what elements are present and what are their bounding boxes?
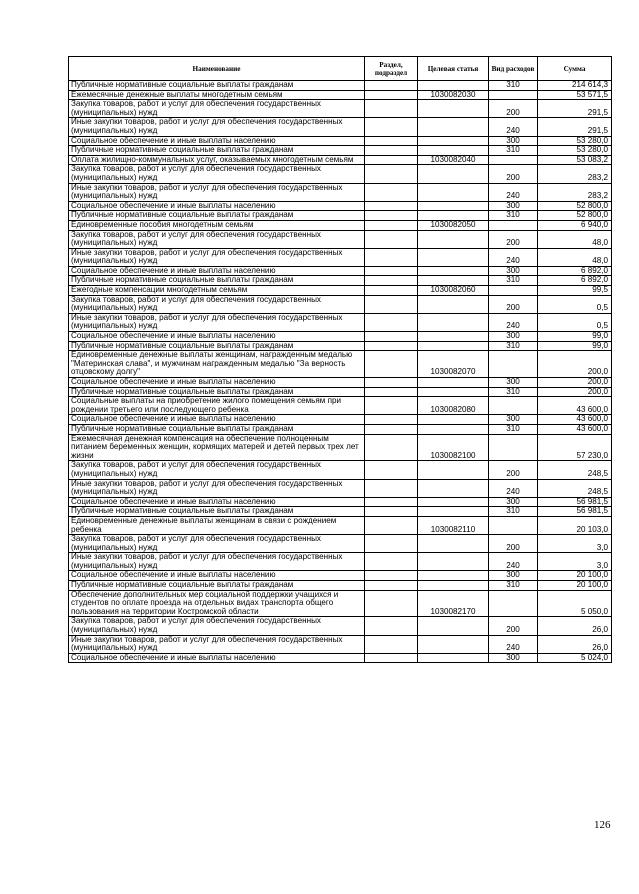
cell-name: Социальное обеспечение и иные выплаты населению — [69, 201, 365, 211]
cell-target — [418, 497, 489, 507]
table-row — [69, 553, 612, 571]
cell-target — [418, 295, 489, 313]
cell-target — [418, 276, 489, 286]
table-row — [69, 617, 612, 635]
cell-section — [365, 415, 418, 425]
cell-name: Публичные нормативные социальные выплаты гражданам — [69, 507, 365, 517]
page-number: 126 — [594, 819, 611, 831]
cell-sum: 291,5 — [538, 100, 612, 118]
cell-section — [365, 136, 418, 146]
cell-sum: 20 100,0 — [538, 581, 612, 591]
cell-kind: 310 — [489, 146, 538, 156]
cell-kind — [489, 286, 538, 296]
table-row — [69, 341, 612, 351]
cell-kind: 200 — [489, 295, 538, 313]
table-row — [69, 146, 612, 156]
cell-target — [418, 183, 489, 201]
cell-section — [365, 211, 418, 221]
cell-name: Публичные нормативные социальные выплаты гражданам — [69, 211, 365, 221]
cell-section — [365, 387, 418, 397]
cell-target: 1030082040 — [418, 155, 489, 165]
cell-target: 1030082080 — [418, 397, 489, 415]
cell-section — [365, 553, 418, 571]
cell-sum: 6 940,0 — [538, 220, 612, 230]
cell-sum: 200,0 — [538, 351, 612, 378]
cell-section — [365, 535, 418, 553]
cell-section — [365, 351, 418, 378]
cell-sum: 3,0 — [538, 553, 612, 571]
cell-sum: 200,0 — [538, 378, 612, 388]
cell-kind: 310 — [489, 341, 538, 351]
cell-sum: 26,0 — [538, 617, 612, 635]
cell-name: Социальное обеспечение и иные выплаты населению — [69, 571, 365, 581]
cell-sum: 291,5 — [538, 118, 612, 136]
cell-target — [418, 201, 489, 211]
cell-kind: 300 — [489, 136, 538, 146]
cell-target — [418, 617, 489, 635]
cell-name: Закупка товаров, работ и услуг для обеспечения государственных (муниципальных) нужд — [69, 295, 365, 313]
cell-kind: 300 — [489, 378, 538, 388]
cell-section — [365, 516, 418, 534]
table-row — [69, 479, 612, 497]
cell-name: Закупка товаров, работ и услуг для обеспечения государственных (муниципальных) нужд — [69, 100, 365, 118]
cell-kind: 240 — [489, 635, 538, 653]
table-row — [69, 461, 612, 479]
table-row — [69, 248, 612, 266]
cell-section — [365, 183, 418, 201]
cell-sum: 56 981,5 — [538, 497, 612, 507]
cell-kind — [489, 434, 538, 461]
table-row — [69, 378, 612, 388]
cell-kind: 310 — [489, 211, 538, 221]
cell-name: Социальное обеспечение и иные выплаты населению — [69, 653, 365, 663]
cell-target — [418, 136, 489, 146]
budget-table — [68, 56, 612, 663]
cell-section — [365, 507, 418, 517]
cell-section — [365, 201, 418, 211]
cell-sum: 248,5 — [538, 461, 612, 479]
cell-section — [365, 90, 418, 100]
table-row — [69, 183, 612, 201]
cell-sum: 43 600,0 — [538, 415, 612, 425]
cell-sum: 48,0 — [538, 230, 612, 248]
cell-section — [365, 100, 418, 118]
cell-kind: 200 — [489, 165, 538, 183]
cell-kind: 300 — [489, 266, 538, 276]
cell-sum: 283,2 — [538, 165, 612, 183]
table-row — [69, 635, 612, 653]
cell-sum: 99,5 — [538, 286, 612, 296]
table-row — [69, 136, 612, 146]
cell-name: Закупка товаров, работ и услуг для обеспечения государственных (муниципальных) нужд — [69, 617, 365, 635]
cell-kind: 240 — [489, 248, 538, 266]
cell-sum: 20 100,0 — [538, 571, 612, 581]
cell-sum: 5 050,0 — [538, 590, 612, 617]
cell-target — [418, 635, 489, 653]
cell-name: Закупка товаров, работ и услуг для обеспечения государственных (муниципальных) нужд — [69, 165, 365, 183]
cell-section — [365, 165, 418, 183]
cell-sum: 5 024,0 — [538, 653, 612, 663]
cell-name: Иные закупки товаров, работ и услуг для обеспечения государственных (муниципальных) нужд — [69, 479, 365, 497]
cell-target — [418, 571, 489, 581]
table-row — [69, 497, 612, 507]
cell-section — [365, 653, 418, 663]
cell-name: Закупка товаров, работ и услуг для обеспечения государственных (муниципальных) нужд — [69, 230, 365, 248]
cell-target — [418, 118, 489, 136]
cell-sum: 43 600,0 — [538, 397, 612, 415]
cell-target: 1030082110 — [418, 516, 489, 534]
cell-target — [418, 211, 489, 221]
table-row — [69, 230, 612, 248]
cell-name: Публичные нормативные социальные выплаты гражданам — [69, 581, 365, 591]
cell-name: Публичные нормативные социальные выплаты гражданам — [69, 387, 365, 397]
cell-kind — [489, 397, 538, 415]
cell-kind: 200 — [489, 230, 538, 248]
cell-section — [365, 146, 418, 156]
cell-section — [365, 590, 418, 617]
table-row — [69, 201, 612, 211]
cell-section — [365, 397, 418, 415]
cell-target — [418, 332, 489, 342]
cell-section — [365, 155, 418, 165]
cell-section — [365, 434, 418, 461]
cell-kind: 300 — [489, 497, 538, 507]
cell-target — [418, 415, 489, 425]
header-target: Целевая статья — [418, 57, 489, 81]
cell-target — [418, 424, 489, 434]
cell-target — [418, 507, 489, 517]
cell-kind: 310 — [489, 81, 538, 91]
cell-name: Иные закупки товаров, работ и услуг для обеспечения государственных (муниципальных) нужд — [69, 183, 365, 201]
cell-sum: 214 614,3 — [538, 81, 612, 91]
table-row — [69, 535, 612, 553]
cell-target — [418, 581, 489, 591]
header-sum: Сумма — [538, 57, 612, 81]
table-row — [69, 313, 612, 331]
cell-section — [365, 266, 418, 276]
cell-section — [365, 332, 418, 342]
cell-name: Обеспечение дополнительных мер социальной поддержки учащихся и студентов по оплате проезда на отдельных видах транспорта общего пользования на территории Костромской области — [69, 590, 365, 617]
cell-kind: 310 — [489, 507, 538, 517]
cell-name: Публичные нормативные социальные выплаты гражданам — [69, 276, 365, 286]
table-row — [69, 266, 612, 276]
cell-target: 1030082100 — [418, 434, 489, 461]
cell-sum: 53 083,2 — [538, 155, 612, 165]
table-row — [69, 434, 612, 461]
cell-kind: 200 — [489, 100, 538, 118]
cell-kind: 300 — [489, 653, 538, 663]
cell-sum: 53 571,5 — [538, 90, 612, 100]
cell-sum: 57 230,0 — [538, 434, 612, 461]
cell-section — [365, 571, 418, 581]
cell-kind — [489, 590, 538, 617]
cell-name: Социальное обеспечение и иные выплаты населению — [69, 266, 365, 276]
table-row — [69, 590, 612, 617]
cell-section — [365, 378, 418, 388]
table-row — [69, 581, 612, 591]
cell-name: Иные закупки товаров, работ и услуг для обеспечения государственных (муниципальных) нужд — [69, 248, 365, 266]
cell-name: Закупка товаров, работ и услуг для обеспечения государственных (муниципальных) нужд — [69, 535, 365, 553]
table-row — [69, 276, 612, 286]
cell-kind: 240 — [489, 183, 538, 201]
cell-name: Оплата жилищно-коммунальных услуг, оказываемых многодетным семьям — [69, 155, 365, 165]
table-row — [69, 415, 612, 425]
cell-kind: 300 — [489, 332, 538, 342]
cell-name: Единовременные денежные выплаты женщинам в связи с рождением ребенка — [69, 516, 365, 534]
table-row — [69, 653, 612, 663]
cell-target: 1030082050 — [418, 220, 489, 230]
cell-kind: 200 — [489, 535, 538, 553]
cell-sum: 3,0 — [538, 535, 612, 553]
cell-name: Единовременные пособия многодетным семьям — [69, 220, 365, 230]
header-name: Наименование — [69, 57, 365, 81]
table-row — [69, 118, 612, 136]
cell-name: Социальные выплаты на приобретение жилого помещения семьям при рождении третьего или последующего ребенка — [69, 397, 365, 415]
cell-target — [418, 479, 489, 497]
table-row — [69, 332, 612, 342]
table-row — [69, 286, 612, 296]
cell-name: Социальное обеспечение и иные выплаты населению — [69, 136, 365, 146]
header-kind: Вид расходов — [489, 57, 538, 81]
cell-section — [365, 286, 418, 296]
cell-name: Закупка товаров, работ и услуг для обеспечения государственных (муниципальных) нужд — [69, 461, 365, 479]
cell-target — [418, 248, 489, 266]
cell-kind: 200 — [489, 617, 538, 635]
cell-sum: 48,0 — [538, 248, 612, 266]
table-header-row — [69, 57, 612, 81]
cell-sum: 26,0 — [538, 635, 612, 653]
cell-sum: 53 280,0 — [538, 146, 612, 156]
cell-kind: 300 — [489, 415, 538, 425]
cell-sum: 52 800,0 — [538, 211, 612, 221]
cell-target — [418, 341, 489, 351]
cell-sum: 6 892,0 — [538, 276, 612, 286]
cell-target — [418, 378, 489, 388]
cell-target: 1030082060 — [418, 286, 489, 296]
table-body — [69, 81, 612, 663]
cell-kind: 300 — [489, 201, 538, 211]
cell-kind: 240 — [489, 479, 538, 497]
table-row — [69, 351, 612, 378]
cell-kind: 300 — [489, 571, 538, 581]
cell-section — [365, 497, 418, 507]
cell-section — [365, 276, 418, 286]
table-row — [69, 507, 612, 517]
cell-sum: 283,2 — [538, 183, 612, 201]
cell-section — [365, 81, 418, 91]
cell-section — [365, 118, 418, 136]
table-row — [69, 165, 612, 183]
table-row — [69, 387, 612, 397]
cell-target: 1030082070 — [418, 351, 489, 378]
cell-target — [418, 146, 489, 156]
cell-target — [418, 387, 489, 397]
table-row — [69, 220, 612, 230]
cell-kind — [489, 155, 538, 165]
cell-name: Единовременные денежные выплаты женщинам, награжденным медалью "Материнская слава", и мужчинам награжденным медалью "За верность отцовскому долгу" — [69, 351, 365, 378]
cell-kind: 310 — [489, 387, 538, 397]
cell-sum: 200,0 — [538, 387, 612, 397]
cell-section — [365, 230, 418, 248]
cell-name: Социальное обеспечение и иные выплаты населению — [69, 497, 365, 507]
cell-sum: 53 280,0 — [538, 136, 612, 146]
cell-kind — [489, 516, 538, 534]
cell-section — [365, 424, 418, 434]
cell-section — [365, 341, 418, 351]
table-row — [69, 211, 612, 221]
cell-section — [365, 461, 418, 479]
cell-section — [365, 295, 418, 313]
cell-target — [418, 553, 489, 571]
cell-name: Публичные нормативные социальные выплаты гражданам — [69, 424, 365, 434]
cell-sum: 43 600,0 — [538, 424, 612, 434]
cell-target — [418, 535, 489, 553]
cell-sum: 52 800,0 — [538, 201, 612, 211]
cell-sum: 20 103,0 — [538, 516, 612, 534]
header-section: Раздел, подраздел — [365, 57, 418, 81]
cell-section — [365, 479, 418, 497]
table-row — [69, 295, 612, 313]
cell-target — [418, 230, 489, 248]
cell-section — [365, 248, 418, 266]
table-row — [69, 90, 612, 100]
cell-name: Социальное обеспечение и иные выплаты населению — [69, 332, 365, 342]
cell-kind: 310 — [489, 581, 538, 591]
cell-target — [418, 461, 489, 479]
cell-kind: 240 — [489, 313, 538, 331]
cell-kind: 310 — [489, 276, 538, 286]
cell-target: 1030082170 — [418, 590, 489, 617]
cell-name: Социальное обеспечение и иные выплаты населению — [69, 415, 365, 425]
cell-sum: 6 892,0 — [538, 266, 612, 276]
cell-name: Публичные нормативные социальные выплаты гражданам — [69, 81, 365, 91]
cell-kind — [489, 351, 538, 378]
cell-name: Иные закупки товаров, работ и услуг для обеспечения государственных (муниципальных) нужд — [69, 313, 365, 331]
table-row — [69, 81, 612, 91]
cell-name: Публичные нормативные социальные выплаты гражданам — [69, 341, 365, 351]
cell-sum: 0,5 — [538, 295, 612, 313]
table-row — [69, 397, 612, 415]
cell-target — [418, 266, 489, 276]
cell-sum: 0,5 — [538, 313, 612, 331]
cell-target: 1030082030 — [418, 90, 489, 100]
cell-name: Социальное обеспечение и иные выплаты населению — [69, 378, 365, 388]
cell-name: Ежемесячная денежная компенсация на обеспечение полноценным питанием беременных женщин, кормящих матерей и детей первых трех лет жизни — [69, 434, 365, 461]
table-row — [69, 100, 612, 118]
cell-name: Ежемесячные денежные выплаты многодетным семьям — [69, 90, 365, 100]
cell-target — [418, 100, 489, 118]
cell-name: Иные закупки товаров, работ и услуг для обеспечения государственных (муниципальных) нужд — [69, 553, 365, 571]
cell-name: Ежегодные компенсации многодетным семьям — [69, 286, 365, 296]
table-row — [69, 424, 612, 434]
cell-name: Публичные нормативные социальные выплаты гражданам — [69, 146, 365, 156]
table-row — [69, 571, 612, 581]
cell-section — [365, 313, 418, 331]
cell-name: Иные закупки товаров, работ и услуг для обеспечения государственных (муниципальных) нужд — [69, 635, 365, 653]
cell-sum: 56 981,5 — [538, 507, 612, 517]
cell-target — [418, 165, 489, 183]
cell-kind: 240 — [489, 553, 538, 571]
cell-section — [365, 617, 418, 635]
cell-section — [365, 581, 418, 591]
cell-section — [365, 635, 418, 653]
cell-target — [418, 81, 489, 91]
cell-sum: 99,0 — [538, 341, 612, 351]
cell-target — [418, 313, 489, 331]
cell-sum: 99,0 — [538, 332, 612, 342]
cell-name: Иные закупки товаров, работ и услуг для обеспечения государственных (муниципальных) нужд — [69, 118, 365, 136]
cell-target — [418, 653, 489, 663]
table-row — [69, 155, 612, 165]
cell-kind — [489, 90, 538, 100]
cell-kind — [489, 220, 538, 230]
cell-sum: 248,5 — [538, 479, 612, 497]
table-row — [69, 516, 612, 534]
cell-section — [365, 220, 418, 230]
cell-kind: 310 — [489, 424, 538, 434]
cell-kind: 240 — [489, 118, 538, 136]
cell-kind: 200 — [489, 461, 538, 479]
